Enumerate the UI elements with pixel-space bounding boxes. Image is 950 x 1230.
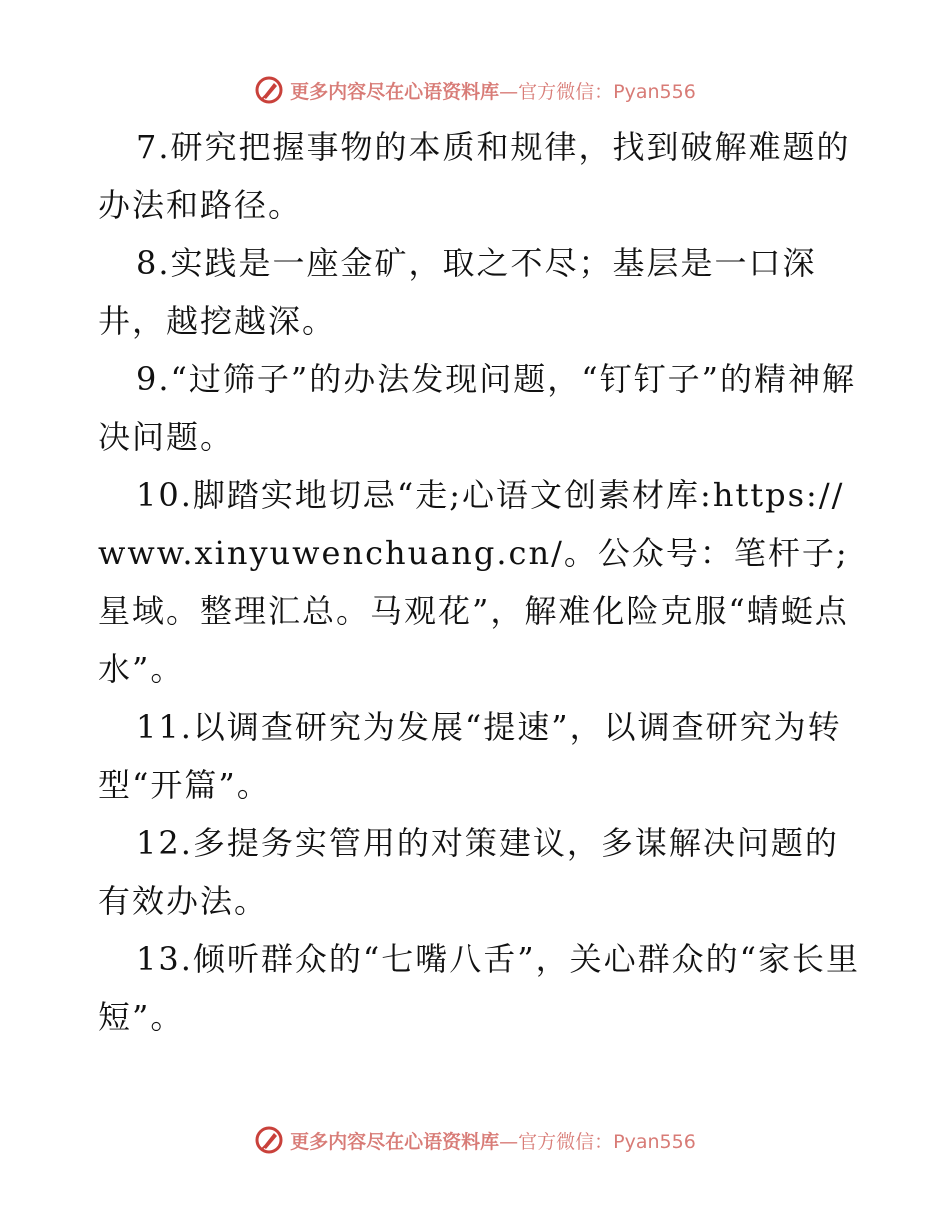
watermark-brand: 更多内容尽在心语资料库 — [290, 1130, 500, 1153]
watermark-contact: —官方微信：Pyan556 — [499, 1130, 696, 1153]
paragraph-11: 11.以调查研究为发展“提速”，以调查研究为转型“开篇”。 — [98, 708, 842, 804]
paragraph-8: 8.实践是一座金矿，取之不尽；基层是一口深井，越挖越深。 — [98, 244, 817, 340]
footer-watermark — [0, 1120, 950, 1160]
watermark-contact: —官方微信：Pyan556 — [499, 80, 696, 103]
quill-circle-icon — [254, 1125, 284, 1155]
document-body — [98, 118, 868, 1046]
watermark-text — [290, 1127, 696, 1154]
paragraph-10: 10.脚踏实地切忌“走;心语文创素材库:https://www.xinyuwenchuang.cn/。公众号：笔杆子;星域。整理汇总。马观花”，解难化险克服“蜻蜓点水”。 — [98, 476, 849, 688]
paragraph-7: 7.研究把握事物的本质和规律，找到破解难题的办法和路径。 — [98, 128, 851, 224]
header-watermark — [0, 70, 950, 110]
quill-circle-icon — [254, 75, 284, 105]
paragraph-12: 12.多提务实管用的对策建议，多谋解决问题的有效办法。 — [98, 824, 839, 920]
paragraph-13: 13.倾听群众的“七嘴八舌”，关心群众的“家长里短”。 — [98, 940, 860, 1036]
watermark-brand: 更多内容尽在心语资料库 — [290, 80, 500, 103]
watermark-text — [290, 77, 696, 104]
paragraph-9: 9.“过筛子”的办法发现问题，“钉钉子”的精神解决问题。 — [98, 360, 856, 456]
